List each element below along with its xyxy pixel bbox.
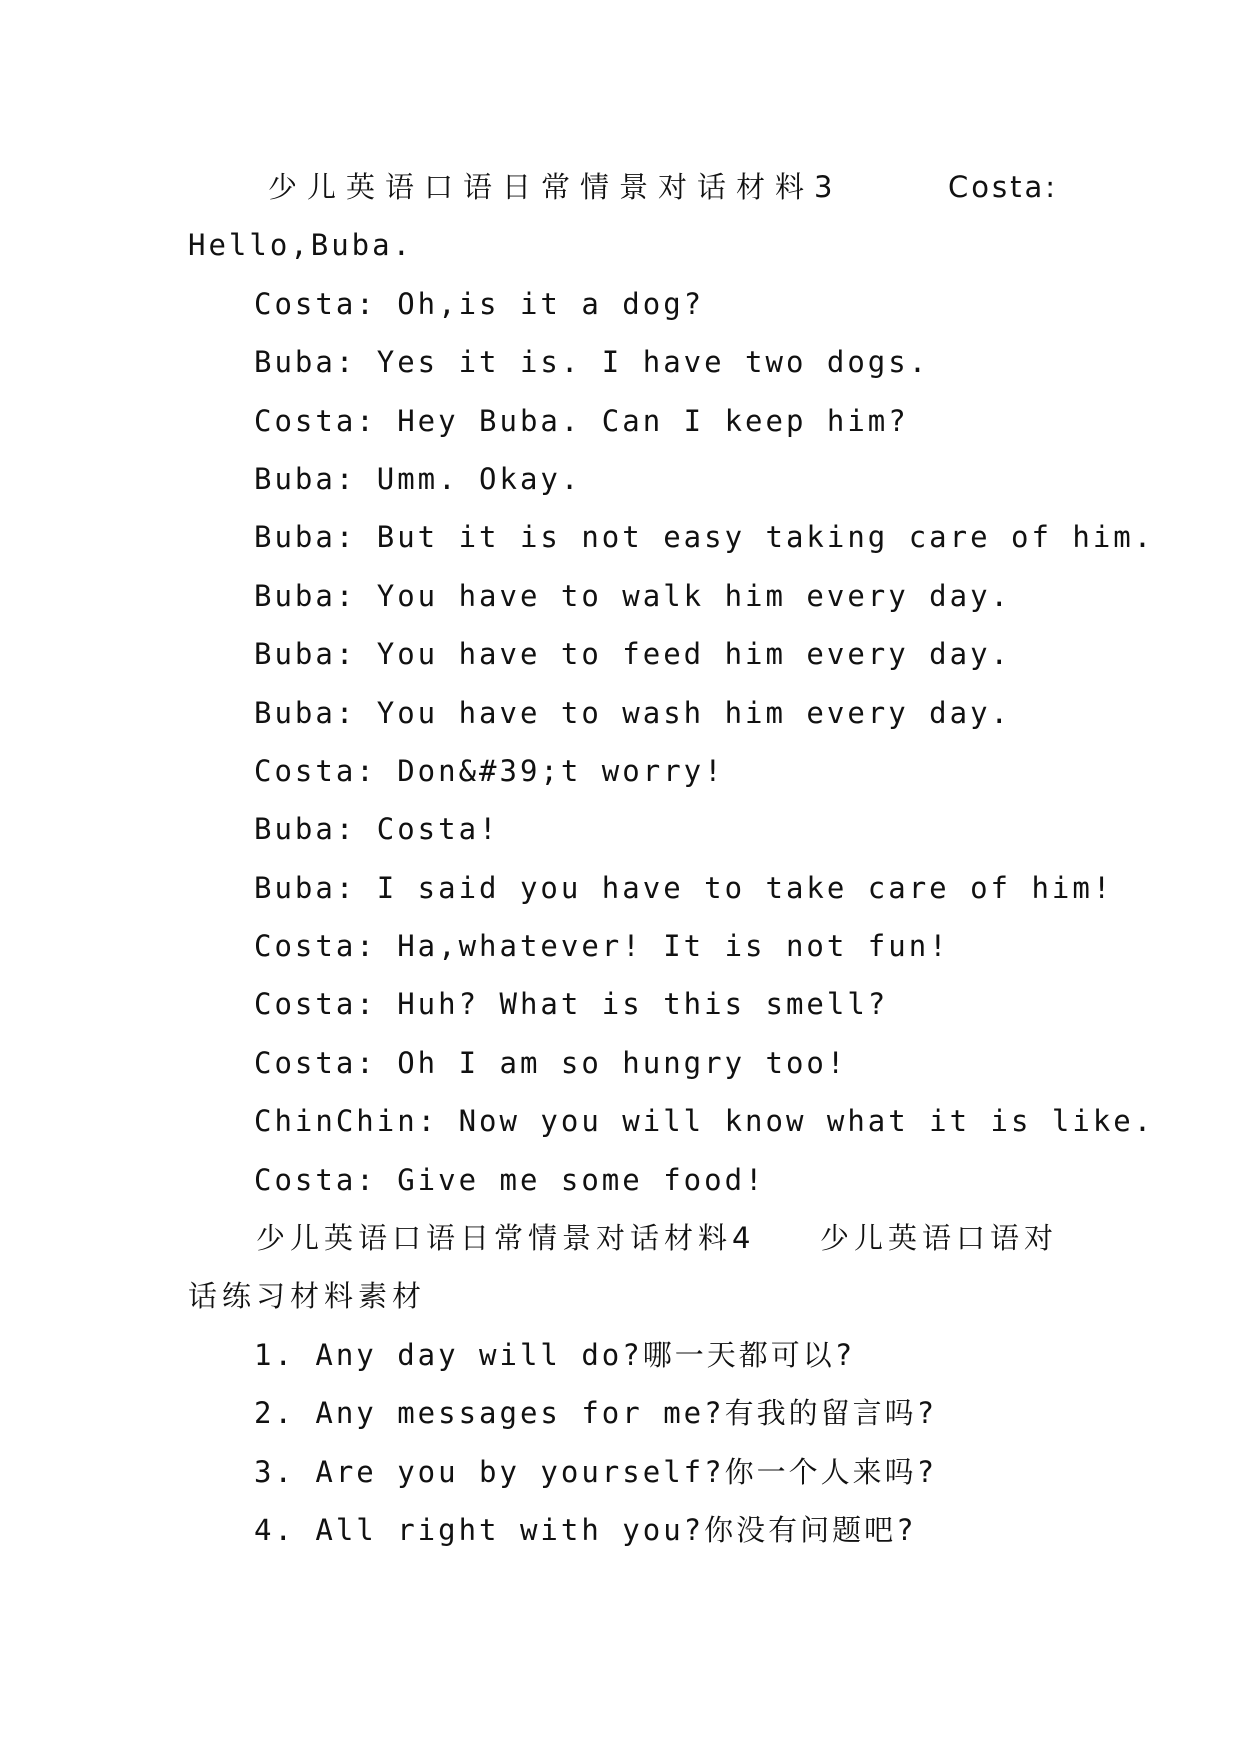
dialogue-line: ChinChin: Now you will know what it is like.	[254, 1104, 1155, 1139]
section-3-heading-line	[188, 158, 1058, 216]
dialogue-line: Costa: Oh,is it a dog?	[254, 286, 705, 321]
dialogue-line: Costa: Oh I am so hungry too!	[254, 1045, 848, 1080]
section-4-heading-continued: 话练习材料素材	[188, 1279, 427, 1314]
dialogue-line: Buba: You have to feed him every day.	[254, 637, 1012, 672]
document-body	[188, 158, 1155, 1559]
dialogue-line: Buba: I said you have to take care of him!	[254, 870, 1114, 905]
dialogue-line: Buba: But it is not easy taking care of him.	[254, 520, 1155, 555]
phrase-item: 3. Are you by yourself?你一个人来吗?	[254, 1454, 938, 1489]
dialogue-line: Costa: Hey Buba. Can I keep him?	[254, 403, 909, 438]
dialogue-line: Costa: Don&#39;t worry!	[254, 753, 725, 788]
phrase-item: 1. Any day will do?哪一天都可以?	[254, 1337, 856, 1372]
phrase-item: 2. Any messages for me?有我的留言吗?	[254, 1396, 938, 1431]
dialogue-line: Costa: Give me some food!	[254, 1162, 766, 1197]
section-3-heading-tail: Costa:	[947, 170, 1058, 204]
dialogue-line: Buba: Yes it is. I have two dogs.	[254, 345, 930, 380]
phrase-item: 4. All right with you?你没有问题吧?	[254, 1512, 917, 1547]
section-4-heading: 少儿英语口语日常情景对话材料4	[256, 1221, 756, 1256]
dialogue-line: Costa: Ha,whatever! It is not fun!	[254, 929, 950, 964]
dialogue-line: Buba: Costa!	[254, 812, 500, 847]
section-3-heading: 少儿英语口语日常情景对话材料3	[268, 170, 843, 204]
section-3-heading-continued: Hello,Buba.	[188, 228, 414, 263]
section-4-heading-tail: 少儿英语口语对	[819, 1221, 1058, 1256]
dialogue-line: Buba: You have to wash him every day.	[254, 695, 1012, 730]
dialogue-line: Buba: You have to walk him every day.	[254, 578, 1012, 613]
dialogue-line: Buba: Umm. Okay.	[254, 461, 582, 496]
dialogue-line: Costa: Huh? What is this smell?	[254, 987, 889, 1022]
section-4-heading-line	[188, 1209, 1058, 1267]
